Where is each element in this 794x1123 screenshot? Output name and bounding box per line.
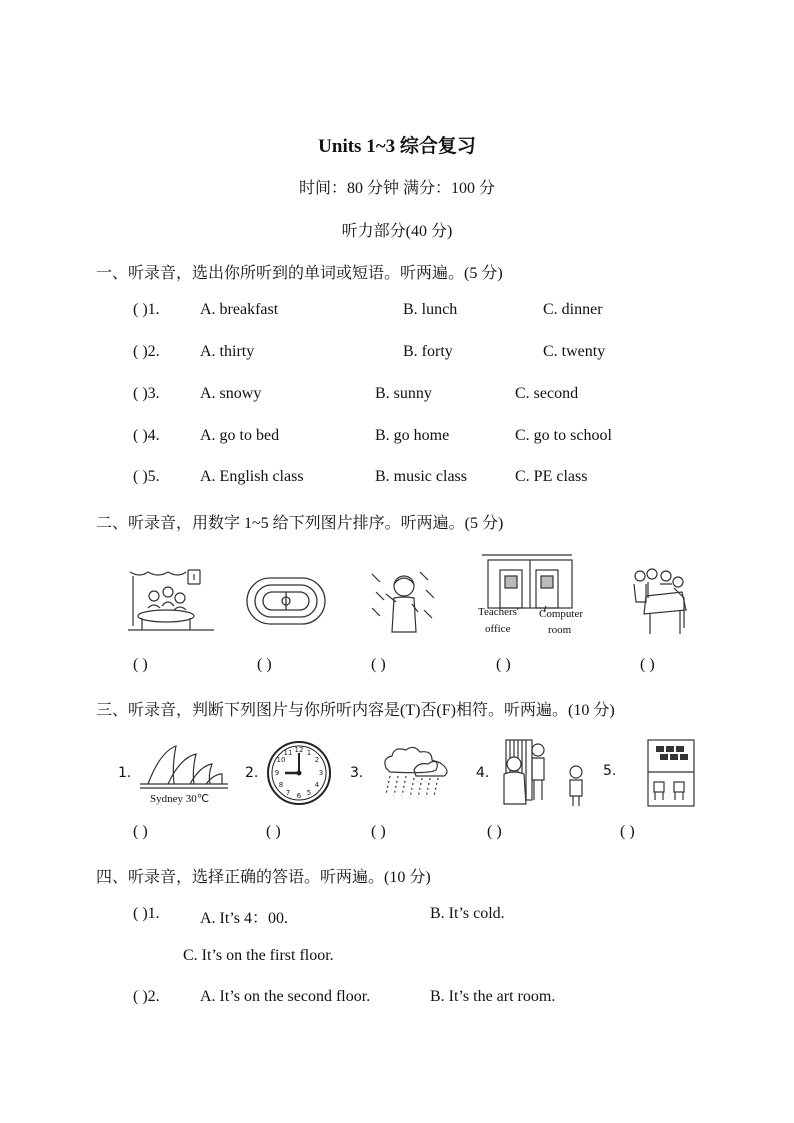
svg-text:12: 12	[294, 746, 304, 754]
section3-answer-blank-5[interactable]: ( )	[620, 823, 635, 840]
computer-room-label-2: room	[548, 624, 572, 636]
section2-answer-blank-3[interactable]: ( )	[371, 656, 386, 673]
svg-text:1: 1	[306, 749, 312, 757]
option-a: A. It’s 4：00.	[200, 910, 289, 927]
page-title: Units 1~3 综合复习	[318, 136, 476, 157]
option-a: A. go to bed	[200, 427, 280, 444]
teachers-office-label-2: office	[485, 623, 511, 635]
svg-text:2: 2	[314, 756, 320, 764]
option-a: A. English class	[200, 468, 304, 485]
dinner-scene-picture	[128, 568, 214, 636]
option-b: B. It’s cold.	[430, 905, 505, 922]
option-a: A. It’s on the second floor.	[200, 988, 371, 1005]
section3-answer-blank-1[interactable]: ( )	[133, 823, 148, 840]
question-number: ( )2.	[133, 988, 160, 1005]
music-class-picture	[630, 568, 690, 638]
svg-text:3: 3	[318, 769, 324, 777]
option-c: C. PE class	[515, 468, 588, 485]
sydney-opera-house-picture	[138, 744, 230, 792]
section2-answer-blank-2[interactable]: ( )	[257, 656, 272, 673]
section2-heading: 二、听录音，用数字 1~5 给下列图片排序。听两遍。(5 分)	[96, 515, 504, 532]
svg-text:10: 10	[276, 756, 286, 764]
question-number: ( )5.	[133, 468, 160, 485]
section3-answer-blank-4[interactable]: ( )	[487, 823, 502, 840]
option-c: C. go to school	[515, 427, 612, 444]
option-a: A. snowy	[200, 385, 262, 402]
svg-text:5: 5	[306, 789, 312, 797]
section3-answer-blank-3[interactable]: ( )	[371, 823, 386, 840]
listening-part-heading: 听力部分(40 分)	[341, 223, 453, 240]
option-c: C. It’s on the first floor.	[183, 947, 334, 964]
svg-text:8: 8	[278, 781, 284, 789]
option-c: C. twenty	[543, 343, 606, 360]
section2-answer-blank-4[interactable]: ( )	[496, 656, 511, 673]
option-b: B. go home	[375, 427, 450, 444]
svg-text:6: 6	[296, 792, 302, 800]
option-b: B. lunch	[403, 301, 458, 318]
sydney-caption: Sydney 30℃	[150, 793, 210, 805]
section2-answer-blank-1[interactable]: ( )	[133, 656, 148, 673]
section4-heading: 四、听录音，选择正确的答语。听两遍。(10 分)	[96, 869, 431, 886]
option-c: C. dinner	[543, 301, 603, 318]
option-b: B. forty	[403, 343, 453, 360]
question-number: ( )2.	[133, 343, 160, 360]
question-number: ( )4.	[133, 427, 160, 444]
question-number: ( )1.	[133, 301, 160, 318]
teachers-office-label-1: Teachers'	[478, 606, 519, 618]
option-b: B. It’s the art room.	[430, 988, 556, 1005]
svg-text:11: 11	[283, 749, 293, 757]
clock-icon	[266, 740, 332, 806]
girl-in-rain-picture	[368, 568, 438, 634]
computer-room-label-1: Computer	[539, 608, 583, 620]
svg-text:4: 4	[314, 781, 320, 789]
svg-text:9: 9	[274, 769, 280, 777]
picture-number-1: 1.	[118, 765, 132, 781]
section1-heading: 一、听录音，选出你所听到的单词或短语。听两遍。(5 分)	[96, 265, 503, 282]
option-c: C. second	[515, 385, 579, 402]
section3-answer-blank-2[interactable]: ( )	[266, 823, 281, 840]
option-b: B. sunny	[375, 385, 432, 402]
time-score-info: 时间：80 分钟 满分：100 分	[298, 180, 495, 197]
question-number: ( )1.	[133, 905, 160, 922]
question-number: ( )3.	[133, 385, 160, 402]
picture-number-5: 5.	[603, 763, 617, 779]
picture-number-4: 4.	[476, 765, 490, 781]
picture-number-2: 2.	[245, 765, 259, 781]
picture-number-3: 3.	[350, 765, 364, 781]
rain-cloud-icon	[380, 744, 450, 800]
running-track-picture	[246, 577, 326, 625]
children-at-door-picture	[496, 738, 590, 808]
section2-answer-blank-5[interactable]: ( )	[640, 656, 655, 673]
svg-text:7: 7	[285, 789, 291, 797]
option-a: A. thirty	[200, 343, 255, 360]
section3-heading: 三、听录音，判断下列图片与你所听内容是(T)否(F)相符。听两遍。(10 分)	[96, 702, 615, 719]
option-b: B. music class	[375, 468, 467, 485]
option-a: A. breakfast	[200, 301, 279, 318]
building-floors-picture	[644, 738, 698, 808]
